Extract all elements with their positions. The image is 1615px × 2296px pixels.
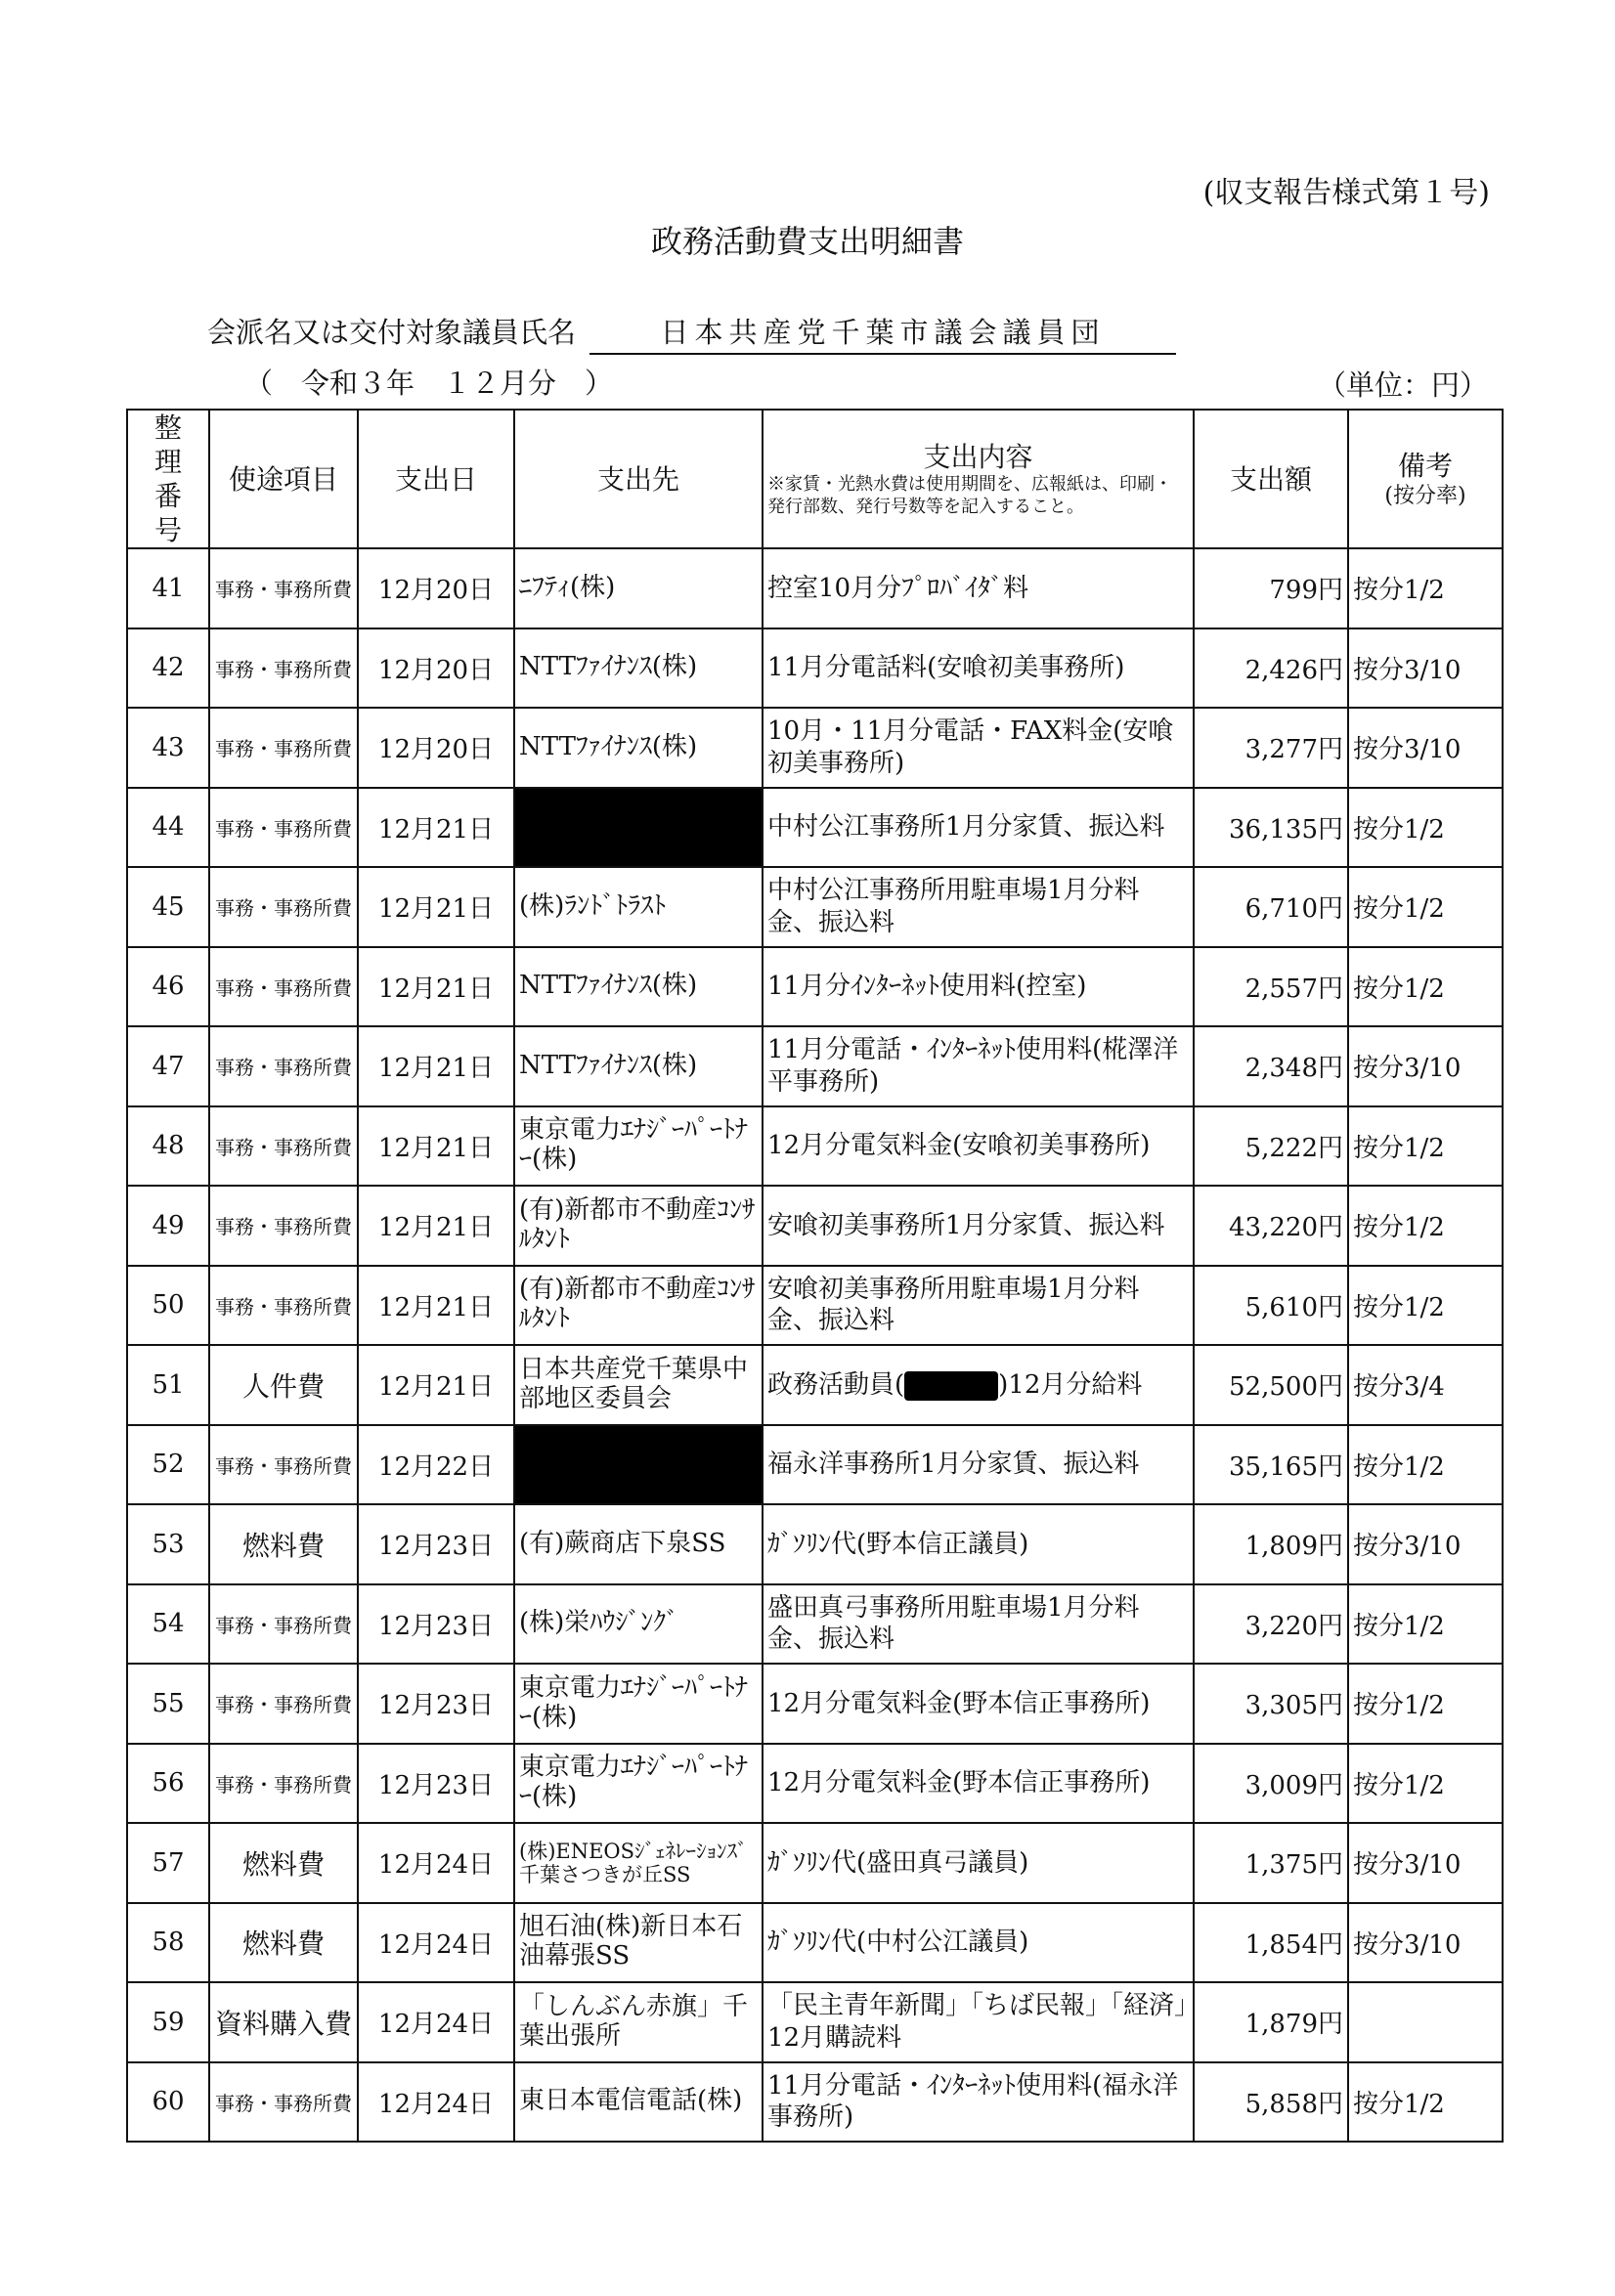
row-amount: 6,710円 xyxy=(1194,867,1348,947)
row-payee: (有)新都市不動産ｺﾝｻﾙﾀﾝﾄ xyxy=(514,1266,763,1346)
row-number: 50 xyxy=(127,1266,209,1346)
row-category: 事務・事務所費 xyxy=(209,1026,358,1106)
row-remarks: 按分3/10 xyxy=(1348,1903,1503,1983)
row-date: 12月23日 xyxy=(358,1664,514,1744)
table-row xyxy=(127,1186,1503,1266)
row-amount: 1,854円 xyxy=(1194,1903,1348,1983)
header-amount: 支出額 xyxy=(1194,410,1348,548)
row-remarks: 按分1/2 xyxy=(1348,1106,1503,1187)
row-number: 53 xyxy=(127,1504,209,1584)
row-date: 12月24日 xyxy=(358,1982,514,2062)
row-payee-redacted xyxy=(514,788,763,868)
row-payee: (株)栄ﾊｳｼﾞﾝｸﾞ xyxy=(514,1584,763,1665)
unit-label: （単位：円） xyxy=(1317,368,1488,402)
row-amount: 5,610円 xyxy=(1194,1266,1348,1346)
row-category: 事務・事務所費 xyxy=(209,1664,358,1744)
row-payee: 旭石油(株)新日本石油幕張SS xyxy=(514,1903,763,1983)
table-header-row xyxy=(127,410,1503,548)
table-row xyxy=(127,2062,1503,2143)
row-amount: 3,009円 xyxy=(1194,1744,1348,1824)
row-amount: 43,220円 xyxy=(1194,1186,1348,1266)
row-remarks xyxy=(1348,1982,1503,2062)
row-date: 12月21日 xyxy=(358,1266,514,1346)
row-payee: ﾆﾌﾃｨ(株) xyxy=(514,548,763,628)
row-category: 事務・事務所費 xyxy=(209,947,358,1027)
row-content: 中村公江事務所用駐車場1月分料金、振込料 xyxy=(763,867,1194,947)
party-line xyxy=(207,311,1176,355)
row-amount: 5,222円 xyxy=(1194,1106,1348,1187)
row-payee: NTTﾌｧｲﾅﾝｽ(株) xyxy=(514,628,763,709)
row-amount: 35,165円 xyxy=(1194,1425,1348,1505)
row-category: 事務・事務所費 xyxy=(209,2062,358,2143)
row-content: 11月分ｲﾝﾀｰﾈｯﾄ使用料(控室) xyxy=(763,947,1194,1027)
row-category: 事務・事務所費 xyxy=(209,548,358,628)
row-remarks: 按分1/2 xyxy=(1348,1744,1503,1824)
row-remarks: 按分1/2 xyxy=(1348,1584,1503,1665)
row-category: 燃料費 xyxy=(209,1823,358,1903)
table-row xyxy=(127,1744,1503,1824)
row-category: 事務・事務所費 xyxy=(209,708,358,788)
row-date: 12月24日 xyxy=(358,1903,514,1983)
table-body xyxy=(127,548,1503,2142)
row-category: 資料購入費 xyxy=(209,1982,358,2062)
row-remarks: 按分1/2 xyxy=(1348,947,1503,1027)
row-payee: NTTﾌｧｲﾅﾝｽ(株) xyxy=(514,708,763,788)
form-number: (収支報告様式第１号) xyxy=(1202,176,1490,210)
row-date: 12月21日 xyxy=(358,1186,514,1266)
row-content: ｶﾞｿﾘﾝ代(盛田真弓議員) xyxy=(763,1823,1194,1903)
row-payee: NTTﾌｧｲﾅﾝｽ(株) xyxy=(514,947,763,1027)
row-amount: 3,305円 xyxy=(1194,1664,1348,1744)
period-label: （ 令和３年 １２月分 ） xyxy=(244,367,614,400)
row-number: 46 xyxy=(127,947,209,1027)
row-category: 事務・事務所費 xyxy=(209,788,358,868)
table-row xyxy=(127,1106,1503,1187)
row-number: 47 xyxy=(127,1026,209,1106)
row-content: ｶﾞｿﾘﾝ代(中村公江議員) xyxy=(763,1903,1194,1983)
table-row xyxy=(127,1664,1503,1744)
row-remarks: 按分1/2 xyxy=(1348,1664,1503,1744)
table-row xyxy=(127,947,1503,1027)
header-no: 整理番号 xyxy=(127,410,209,548)
table-row xyxy=(127,708,1503,788)
row-payee: 東京電力ｴﾅｼﾞｰﾊﾟｰﾄﾅｰ(株) xyxy=(514,1664,763,1744)
row-date: 12月21日 xyxy=(358,1026,514,1106)
row-number: 42 xyxy=(127,628,209,709)
row-content: 11月分電話・ｲﾝﾀｰﾈｯﾄ使用料(椛澤洋平事務所) xyxy=(763,1026,1194,1106)
row-remarks: 按分3/4 xyxy=(1348,1345,1503,1425)
row-amount: 5,858円 xyxy=(1194,2062,1348,2143)
header-content-note: ※家賃・光熱水費は使用期間を、広報紙は、印刷・発行部数、発行号数等を記入すること。 xyxy=(767,474,1172,517)
row-remarks: 按分1/2 xyxy=(1348,548,1503,628)
row-amount: 2,348円 xyxy=(1194,1026,1348,1106)
row-content: 盛田真弓事務所用駐車場1月分料金、振込料 xyxy=(763,1584,1194,1665)
row-category: 事務・事務所費 xyxy=(209,1106,358,1187)
row-amount: 1,375円 xyxy=(1194,1823,1348,1903)
header-payee: 支出先 xyxy=(514,410,763,548)
row-amount: 3,220円 xyxy=(1194,1584,1348,1665)
row-number: 52 xyxy=(127,1425,209,1505)
row-remarks: 按分1/2 xyxy=(1348,788,1503,868)
row-date: 12月23日 xyxy=(358,1744,514,1824)
row-amount: 799円 xyxy=(1194,548,1348,628)
row-content-prefix: 政務活動員( xyxy=(767,1369,905,1400)
row-category: 事務・事務所費 xyxy=(209,628,358,709)
row-remarks: 按分3/10 xyxy=(1348,708,1503,788)
row-content: ｶﾞｿﾘﾝ代(野本信正議員) xyxy=(763,1504,1194,1584)
table-row xyxy=(127,1026,1503,1106)
row-content: 11月分電話料(安喰初美事務所) xyxy=(763,628,1194,709)
row-payee: 東京電力ｴﾅｼﾞｰﾊﾟｰﾄﾅｰ(株) xyxy=(514,1744,763,1824)
row-remarks: 按分3/10 xyxy=(1348,1026,1503,1106)
table-row xyxy=(127,628,1503,709)
row-content: 安喰初美事務所用駐車場1月分料金、振込料 xyxy=(763,1266,1194,1346)
row-amount: 3,277円 xyxy=(1194,708,1348,788)
expense-table xyxy=(126,409,1504,2143)
row-remarks: 按分1/2 xyxy=(1348,1266,1503,1346)
row-number: 55 xyxy=(127,1664,209,1744)
page-title: 政務活動費支出明細書 xyxy=(650,223,964,260)
row-number: 51 xyxy=(127,1345,209,1425)
row-payee: 「しんぶん赤旗」千葉出張所 xyxy=(514,1982,763,2062)
row-date: 12月23日 xyxy=(358,1504,514,1584)
header-content-label: 支出内容 xyxy=(923,441,1033,473)
row-amount: 2,426円 xyxy=(1194,628,1348,709)
row-number: 57 xyxy=(127,1823,209,1903)
row-number: 58 xyxy=(127,1903,209,1983)
party-name: 日本共産党千葉市議会議員団 xyxy=(589,311,1176,355)
row-payee: 東日本電信電話(株) xyxy=(514,2062,763,2143)
row-content-suffix: )12月分給料 xyxy=(998,1369,1143,1400)
row-category: 燃料費 xyxy=(209,1504,358,1584)
row-payee: (株)ﾗﾝﾄﾞﾄﾗｽﾄ xyxy=(514,867,763,947)
table-row xyxy=(127,1584,1503,1665)
row-date: 12月21日 xyxy=(358,867,514,947)
row-number: 48 xyxy=(127,1106,209,1187)
table-row xyxy=(127,1266,1503,1346)
row-category: 事務・事務所費 xyxy=(209,1584,358,1665)
table-row xyxy=(127,1425,1503,1505)
row-content: 中村公江事務所1月分家賃、振込料 xyxy=(763,788,1194,868)
row-category: 事務・事務所費 xyxy=(209,1186,358,1266)
row-date: 12月20日 xyxy=(358,548,514,628)
row-category: 事務・事務所費 xyxy=(209,1744,358,1824)
row-amount: 36,135円 xyxy=(1194,788,1348,868)
row-date: 12月21日 xyxy=(358,1345,514,1425)
row-number: 43 xyxy=(127,708,209,788)
row-number: 41 xyxy=(127,548,209,628)
row-date: 12月21日 xyxy=(358,788,514,868)
header-remarks-label: 備考 xyxy=(1397,449,1453,482)
row-date: 12月24日 xyxy=(358,2062,514,2143)
redaction-block xyxy=(904,1371,998,1401)
header-remarks-sub: (按分率) xyxy=(1384,483,1466,508)
row-content: 福永洋事務所1月分家賃、振込料 xyxy=(763,1425,1194,1505)
row-remarks: 按分1/2 xyxy=(1348,2062,1503,2143)
row-content: 11月分電話・ｲﾝﾀｰﾈｯﾄ使用料(福永洋事務所) xyxy=(763,2062,1194,2143)
row-remarks: 按分3/10 xyxy=(1348,1504,1503,1584)
row-content: 12月分電気料金(野本信正事務所) xyxy=(763,1744,1194,1824)
row-content: 12月分電気料金(安喰初美事務所) xyxy=(763,1106,1194,1187)
row-date: 12月21日 xyxy=(358,947,514,1027)
row-number: 45 xyxy=(127,867,209,947)
row-payee-redacted xyxy=(514,1425,763,1505)
row-number: 60 xyxy=(127,2062,209,2143)
row-number: 49 xyxy=(127,1186,209,1266)
header-remarks xyxy=(1348,410,1503,548)
row-category: 燃料費 xyxy=(209,1903,358,1983)
row-date: 12月23日 xyxy=(358,1584,514,1665)
party-label: 会派名又は交付対象議員氏名 xyxy=(207,316,577,349)
table-row xyxy=(127,1982,1503,2062)
row-content: 10月・11月分電話・FAX料金(安喰初美事務所) xyxy=(763,708,1194,788)
table-row xyxy=(127,1823,1503,1903)
table-row xyxy=(127,548,1503,628)
row-amount: 2,557円 xyxy=(1194,947,1348,1027)
row-payee: 東京電力ｴﾅｼﾞｰﾊﾟｰﾄﾅｰ(株) xyxy=(514,1106,763,1187)
row-date: 12月20日 xyxy=(358,708,514,788)
table-row xyxy=(127,1903,1503,1983)
row-amount: 1,809円 xyxy=(1194,1504,1348,1584)
table-row xyxy=(127,1345,1503,1425)
row-number: 44 xyxy=(127,788,209,868)
row-content: 12月分電気料金(野本信正事務所) xyxy=(763,1664,1194,1744)
table-row xyxy=(127,867,1503,947)
row-date: 12月21日 xyxy=(358,1106,514,1187)
row-remarks: 按分3/10 xyxy=(1348,1823,1503,1903)
row-number: 56 xyxy=(127,1744,209,1824)
row-remarks: 按分3/10 xyxy=(1348,628,1503,709)
row-remarks: 按分1/2 xyxy=(1348,867,1503,947)
row-content: 控室10月分ﾌﾟﾛﾊﾞｲﾀﾞ料 xyxy=(763,548,1194,628)
row-number: 54 xyxy=(127,1584,209,1665)
row-payee: NTTﾌｧｲﾅﾝｽ(株) xyxy=(514,1026,763,1106)
row-amount: 1,879円 xyxy=(1194,1982,1348,2062)
row-number: 59 xyxy=(127,1982,209,2062)
header-category: 使途項目 xyxy=(209,410,358,548)
row-payee: (株)ENEOSｼﾞｪﾈﾚｰｼｮﾝｽﾞ千葉さつきが丘SS xyxy=(514,1823,763,1903)
row-payee: (有)新都市不動産ｺﾝｻﾙﾀﾝﾄ xyxy=(514,1186,763,1266)
row-category: 事務・事務所費 xyxy=(209,1266,358,1346)
row-category: 事務・事務所費 xyxy=(209,1425,358,1505)
table-row xyxy=(127,1504,1503,1584)
row-remarks: 按分1/2 xyxy=(1348,1186,1503,1266)
row-category: 事務・事務所費 xyxy=(209,867,358,947)
row-date: 12月24日 xyxy=(358,1823,514,1903)
row-date: 12月20日 xyxy=(358,628,514,709)
row-payee: 日本共産党千葉県中部地区委員会 xyxy=(514,1345,763,1425)
row-payee: (有)蕨商店下泉SS xyxy=(514,1504,763,1584)
table-row xyxy=(127,788,1503,868)
row-date: 12月22日 xyxy=(358,1425,514,1505)
header-date: 支出日 xyxy=(358,410,514,548)
row-amount: 52,500円 xyxy=(1194,1345,1348,1425)
row-category: 人件費 xyxy=(209,1345,358,1425)
row-content: 安喰初美事務所1月分家賃、振込料 xyxy=(763,1186,1194,1266)
row-content: 「民主青年新聞」「ちば民報」「経済」12月購読料 xyxy=(763,1982,1194,2062)
header-content xyxy=(763,410,1194,548)
row-remarks: 按分1/2 xyxy=(1348,1425,1503,1505)
row-content xyxy=(763,1345,1194,1425)
